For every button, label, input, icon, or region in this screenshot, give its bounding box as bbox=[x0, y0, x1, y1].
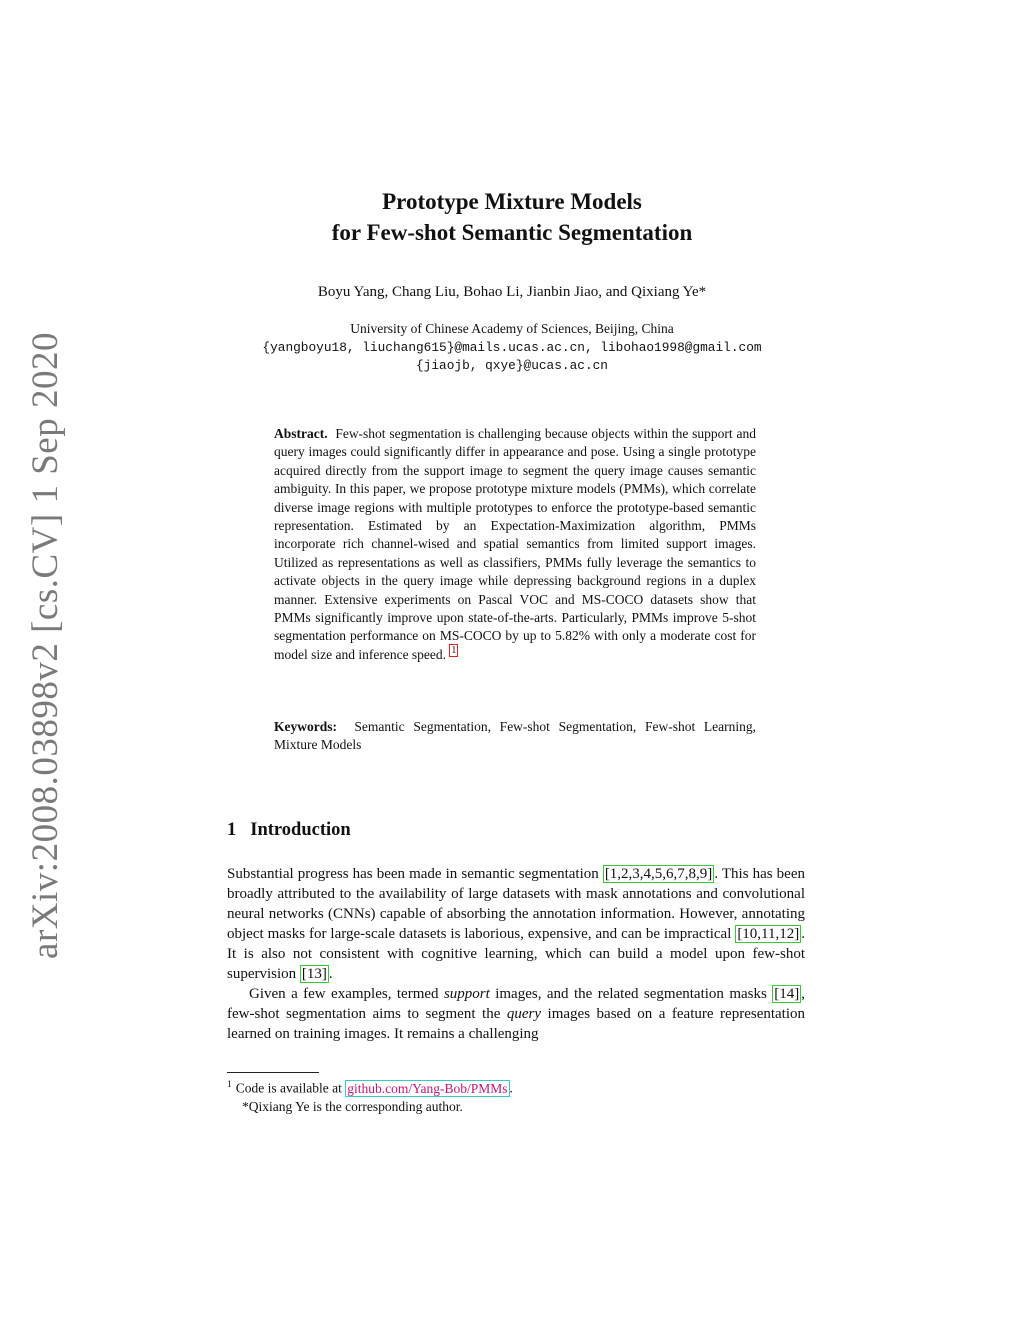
affiliation-block bbox=[0, 320, 1024, 376]
citation-link[interactable]: [14] bbox=[774, 986, 800, 1002]
paragraph-text: Given a few examples, termed bbox=[249, 986, 444, 1002]
paragraph-2 bbox=[227, 984, 805, 1044]
emphasis-support: support bbox=[443, 986, 490, 1002]
citation-link[interactable]: [10,11,12] bbox=[737, 926, 800, 942]
emphasis-query: query bbox=[506, 1006, 542, 1022]
arxiv-identifier-text: arXiv:2008.03898v2 [cs.CV] 1 Sep 2020 bbox=[24, 331, 66, 959]
section-number: 1 bbox=[227, 820, 237, 840]
paragraph-text: . It is also not consistent with cognitive learning, which can build a model upon few-shot supervision bbox=[227, 926, 805, 982]
keywords-label: Keywords: bbox=[274, 719, 337, 734]
arxiv-identifier bbox=[15, 331, 75, 959]
footnote-ref-1[interactable]: 1 bbox=[451, 645, 457, 657]
abstract-label: Abstract. bbox=[274, 426, 328, 441]
email-line-1: {yangboyu18, liuchang615}@mails.ucas.ac.cn, libohao1998@gmail.com bbox=[262, 339, 762, 355]
keywords bbox=[274, 718, 756, 755]
footnote-punct: . bbox=[509, 1080, 513, 1096]
footnote-divider bbox=[227, 1072, 319, 1073]
citation-link[interactable]: [1,2,3,4,5,6,7,8,9] bbox=[604, 866, 713, 882]
section-title: Introduction bbox=[250, 820, 351, 840]
footnotes bbox=[227, 1076, 805, 1117]
paragraph-text: . This has been broadly attributed to the availability of large datasets with mask annotations and convolutional neural networks (CNNs) capable of absorbing the annotation information. However, annotating object masks for large-scale datasets is laborious, expensive, and can be impractical bbox=[227, 866, 805, 942]
footnote-mark: 1 bbox=[227, 1080, 232, 1090]
footnote-1 bbox=[227, 1076, 805, 1098]
paragraph-text: images, and the related segmentation masks bbox=[489, 986, 773, 1002]
title-line-1: Prototype Mixture Models bbox=[382, 189, 642, 214]
footnote-2: *Qixiang Ye is the corresponding author. bbox=[242, 1099, 463, 1114]
section-heading bbox=[227, 820, 351, 841]
author-list: Boyu Yang, Chang Liu, Bohao Li, Jianbin Jiao, and Qixiang Ye* bbox=[317, 284, 707, 300]
paragraph-text: images based on a feature representation learned on training images. It remains a challenging bbox=[227, 1006, 806, 1042]
paragraph-text: , few-shot segmentation aims to segment the bbox=[227, 986, 805, 1022]
abstract bbox=[274, 425, 756, 664]
code-url-link[interactable]: github.com/Yang-Bob/PMMs bbox=[347, 1080, 508, 1096]
footnote-text: Code is available at bbox=[235, 1080, 346, 1096]
section-body bbox=[227, 864, 805, 1044]
paragraph-text: Substantial progress has been made in semantic segmentation bbox=[227, 866, 603, 882]
paragraph-1 bbox=[227, 864, 805, 984]
keywords-text: Semantic Segmentation, Few-shot Segmentation, Few-shot Learning, Mixture Models bbox=[274, 719, 757, 753]
title-line-2: for Few-shot Semantic Segmentation bbox=[331, 220, 693, 245]
abstract-text: Few-shot segmentation is challenging because objects within the support and query images could significantly differ in appearance and pose. Using a single prototype acquired directly from the support image to segment the query image causes semantic ambiguity. In this paper, we propose prototype mixture models (PMMs), which correlate diverse image regions with multiple prototypes to enforce the prototype-based semantic representation. Estimated by an Expectation-Maximization algorithm, PMMs incorporate rich channel-wised and spatial semantics from limited support images. Utilized as representations as well as classifiers, PMMs fully leverage the semantics to activate objects in the query image while depressing background regions in a duplex manner. Extensive experiments on Pascal VOC and MS-COCO datasets show that PMMs significantly improve upon state-of-the-arts. Particularly, PMMs improve 5-shot segmentation performance on MS-COCO by up to 5.82% with only a moderate cost for model size and inference speed. bbox=[274, 426, 757, 662]
paragraph-text: . bbox=[328, 966, 333, 982]
institution: University of Chinese Academy of Sciences, Beijing, China bbox=[350, 321, 674, 336]
citation-link[interactable]: [13] bbox=[301, 966, 327, 982]
email-line-2: {jiaojb, qxye}@ucas.ac.cn bbox=[416, 358, 608, 373]
paper-title bbox=[0, 186, 1024, 248]
